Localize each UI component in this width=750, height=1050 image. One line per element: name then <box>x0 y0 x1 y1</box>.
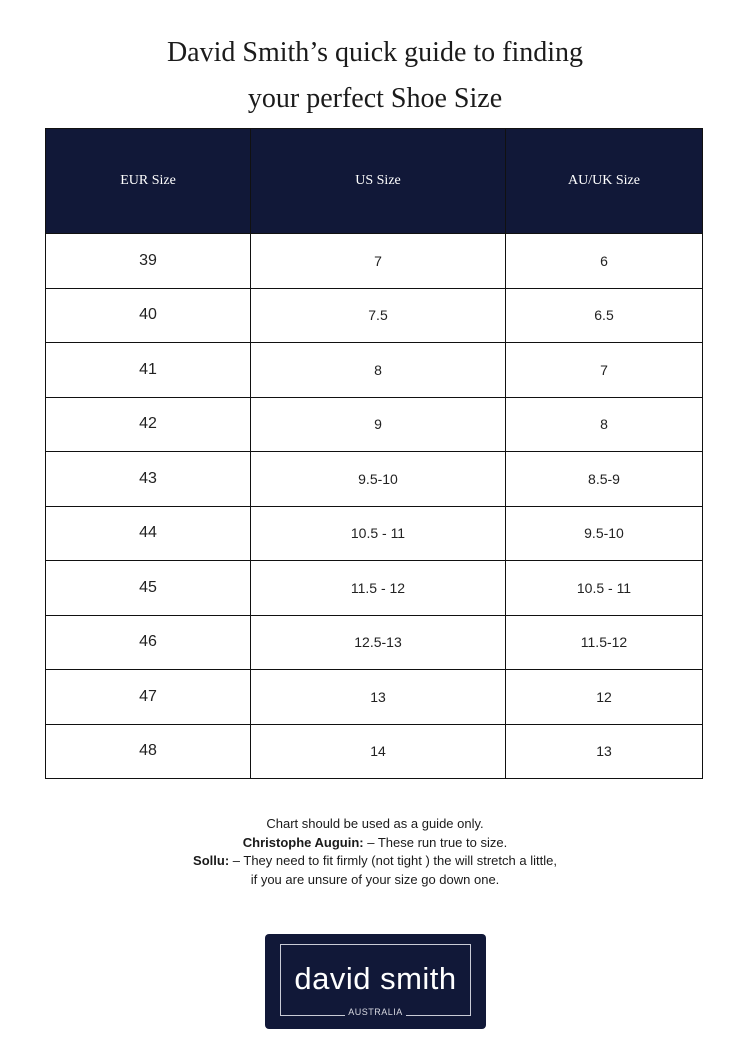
title-line-1: David Smith’s quick guide to finding <box>166 37 584 68</box>
header-eur-size: EUR Size <box>46 129 251 234</box>
christophe-auguin-label: Christophe Auguin: <box>242 834 364 850</box>
au-uk-size-cell: 6.5 <box>506 288 703 343</box>
table-row <box>46 506 703 561</box>
table-header-row <box>46 129 703 234</box>
eur-size-cell: 48 <box>46 724 251 779</box>
eur-size-cell: 42 <box>46 397 251 452</box>
us-size-cell: 14 <box>251 724 506 779</box>
sollu-note <box>0 852 750 871</box>
eur-size-cell: 43 <box>46 452 251 507</box>
logo-brand-name: david smith <box>294 961 457 996</box>
au-uk-size-cell: 12 <box>506 670 703 725</box>
table-row <box>46 561 703 616</box>
table-row <box>46 288 703 343</box>
sollu-label: Sollu: <box>193 853 230 868</box>
us-size-cell: 7 <box>251 234 506 289</box>
au-uk-size-cell: 7 <box>506 343 703 398</box>
eur-size-cell: 41 <box>46 343 251 398</box>
sizing-notes <box>0 815 750 889</box>
page-title <box>0 30 750 122</box>
guide-disclaimer: Chart should be used as a guide only. <box>266 816 484 831</box>
header-au-uk-size: AU/UK Size <box>506 129 703 234</box>
au-uk-size-cell: 8.5-9 <box>506 452 703 507</box>
table-row <box>46 452 703 507</box>
eur-size-cell: 39 <box>46 234 251 289</box>
au-uk-size-cell: 13 <box>506 724 703 779</box>
us-size-cell: 10.5 - 11 <box>251 506 506 561</box>
au-uk-size-cell: 6 <box>506 234 703 289</box>
au-uk-size-cell: 9.5-10 <box>506 506 703 561</box>
us-size-cell: 9 <box>251 397 506 452</box>
eur-size-cell: 40 <box>46 288 251 343</box>
us-size-cell: 7.5 <box>251 288 506 343</box>
size-down-advice: if you are unsure of your size go down one. <box>250 871 500 887</box>
table-row <box>46 724 703 779</box>
size-chart-table <box>45 128 703 779</box>
table-row <box>46 343 703 398</box>
eur-size-cell: 46 <box>46 615 251 670</box>
eur-size-cell: 45 <box>46 561 251 616</box>
christophe-auguin-text: – These run true to size. <box>363 834 508 850</box>
david-smith-logo <box>265 934 486 1029</box>
us-size-cell: 8 <box>251 343 506 398</box>
table-row <box>46 615 703 670</box>
table-row <box>46 670 703 725</box>
sollu-text: – They need to fit firmly (not tight ) the will stretch a little, <box>229 853 557 868</box>
eur-size-cell: 44 <box>46 506 251 561</box>
table-row <box>46 397 703 452</box>
us-size-cell: 13 <box>251 670 506 725</box>
christophe-auguin-note <box>0 834 750 853</box>
us-size-cell: 12.5-13 <box>251 615 506 670</box>
au-uk-size-cell: 8 <box>506 397 703 452</box>
au-uk-size-cell: 11.5-12 <box>506 615 703 670</box>
table-row <box>46 234 703 289</box>
logo-subtitle-wrap <box>265 1007 486 1017</box>
header-us-size: US Size <box>251 129 506 234</box>
title-line-2: your perfect Shoe Size <box>247 83 503 114</box>
us-size-cell: 11.5 - 12 <box>251 561 506 616</box>
us-size-cell: 9.5-10 <box>251 452 506 507</box>
eur-size-cell: 47 <box>46 670 251 725</box>
au-uk-size-cell: 10.5 - 11 <box>506 561 703 616</box>
logo-subtitle: AUSTRALIA <box>345 1007 406 1017</box>
